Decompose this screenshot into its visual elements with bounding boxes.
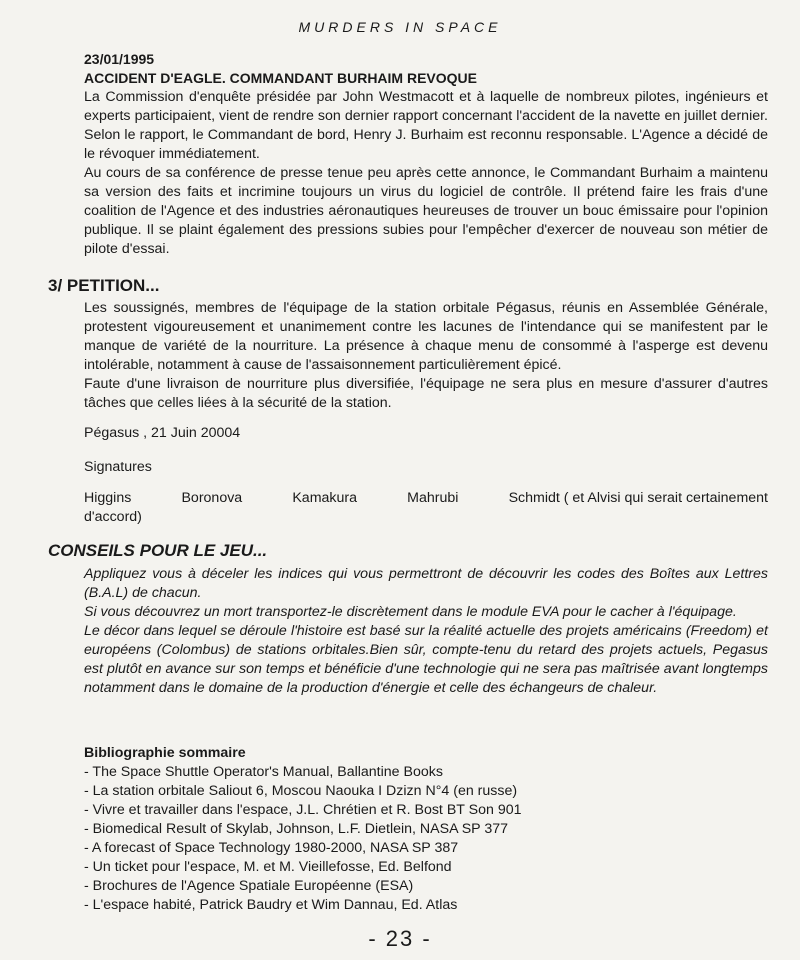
bibliography-item: - Un ticket pour l'espace, M. et M. Vieillefosse, Ed. Belfond [84,859,452,875]
bibliography-item: - Brochures de l'Agence Spatiale Européenne (ESA) [84,878,414,894]
bibliography-list [84,763,768,915]
bibliography-item: - L'espace habité, Patrick Baudry et Wim Dannau, Ed. Atlas [84,897,458,913]
running-header: MURDERS IN SPACE [298,19,502,35]
page-number: - 23 - [368,926,432,951]
signatory: Mahrubi [407,490,459,506]
bibliography-item: - La station orbitale Saliout 6, Moscou Naouka I Dzizn N°4 (en russe) [84,783,518,799]
article-paragraph: Au cours de sa conférence de presse tenue peu après cette annonce, le Commandant Burhaim a maintenu sa version des faits et incrimine toujours un virus du logiciel de contrôle. Il prétend faire les frais d'une coalition de l'Agence et des industries aéronautiques heureuses de trouver un bouc émissaire pour l'opinion publique. Il se plaint également des pressions subies pour l'empêcher d'exercer de nouveau son métier de pilote d'essai. [84,165,768,257]
article-title: ACCIDENT D'EAGLE. COMMANDANT BURHAIM REVOQUE [84,70,477,86]
petition-paragraph: Les soussignés, membres de l'équipage de la station orbitale Pégasus, réunis en Assemblée Générale, protestent vigoureusement et unanimement contre les lacunes de l'intendance qui se manifestent par le manque de variété de la nourriture. La présence à chaque menu de consommé à l'asperge est devenu intolérable, notamment à cause de l'assaisonnement particulièrement épicé. [84,300,768,373]
petition-place-date: Pégasus , 21 Juin 20004 [84,425,241,441]
petition-paragraph: Faute d'une livraison de nourriture plus diversifiée, l'équipage ne sera plus en mesure d'assurer d'autres tâches que celles liées à la sécurité de la station. [84,376,768,411]
signatories-continuation: d'accord) [84,509,142,525]
article-paragraph: La Commission d'enquête présidée par John Westmacott et à laquelle de nombreux pilotes, ingénieurs et experts participaient, vient de rendre son dernier rapport concernant l'accident de la navette en juillet dernier. Selon le rapport, le Commandant de bord, Henry J. Burhaim est reconnu responsable. L'Agence a décidé de le révoquer immédiatement. [84,89,768,162]
conseils-section [84,565,768,698]
bibliography-item: - Biomedical Result of Skylab, Johnson, L.F. Dietlein, NASA SP 377 [84,821,509,837]
bibliography-title: Bibliographie sommaire [84,745,246,761]
signatory: Schmidt ( et Alvisi qui serait certainement [508,490,768,506]
signatory: Boronova [181,490,243,506]
petition-section [84,299,768,413]
bibliography-item: - Vivre et travailler dans l'espace, J.L. Chrétien et R. Bost BT Son 901 [84,802,522,818]
conseils-paragraph: Appliquez vous à déceler les indices qui vous permettront de découvrir les codes des Boîtes aux Lettres (B.A.L) de chacun. [84,566,768,601]
news-article [84,50,768,259]
bibliography [84,744,768,915]
signatories-row [84,489,768,508]
conseils-heading: CONSEILS POUR LE JEU... [48,541,268,560]
conseils-paragraph: Si vous découvrez un mort transportez-le discrètement dans le module EVA pour le cacher à l'équipage. [84,604,737,620]
signatures-label: Signatures [84,459,152,475]
signatory: Kamakura [292,490,358,506]
article-date: 23/01/1995 [84,51,155,67]
bibliography-item: - The Space Shuttle Operator's Manual, Ballantine Books [84,764,443,780]
petition-heading: 3/ PETITION... [48,276,160,295]
conseils-paragraph: Le décor dans lequel se déroule l'histoire est basé sur la réalité actuelle des projets américains (Freedom) et européens (Colombus) de stations orbitales.Bien sûr, compte-tenu du retard des projets actuels, Pegasus est plutôt en avance sur son temps et bénéficie d'une technologie qui ne sera pas maîtrisée avant longtemps notamment dans le domaine de la production d'énergie et celle des échangeurs de chaleur. [84,623,768,696]
signatures-block [84,489,768,527]
bibliography-item: - A forecast of Space Technology 1980-2000, NASA SP 387 [84,840,459,856]
signatory: Higgins [84,490,132,506]
